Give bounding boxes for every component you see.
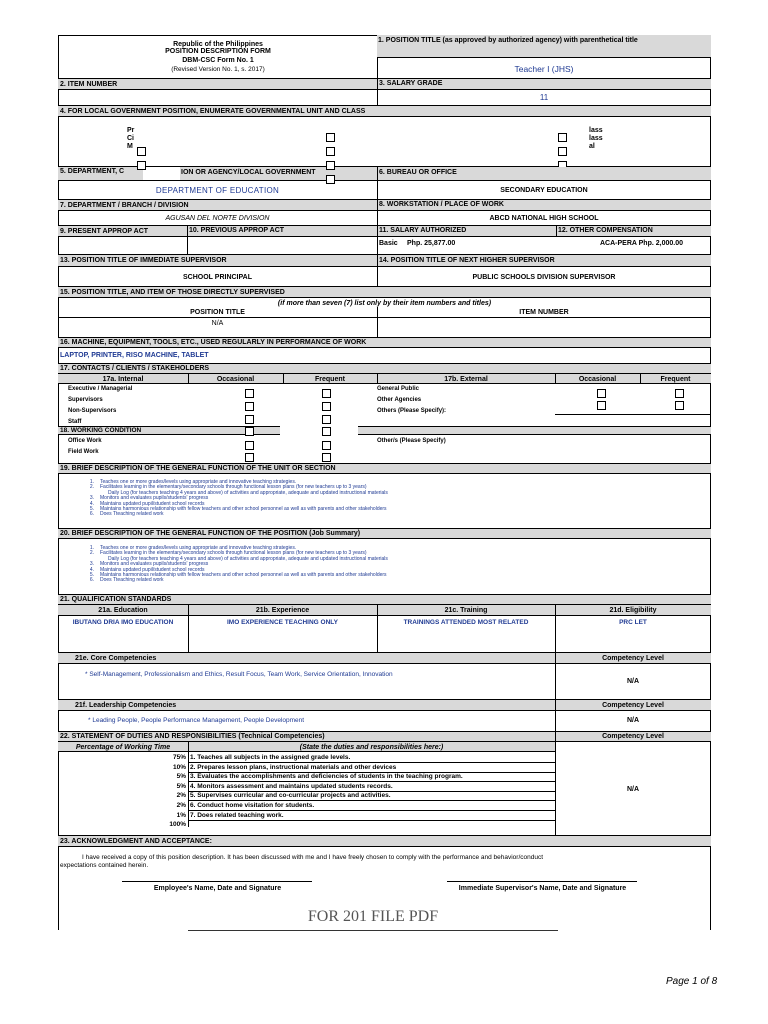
leader-comp-level-label: Competency Level xyxy=(602,702,664,709)
next-sup-label: 14. POSITION TITLE OF NEXT HIGHER SUPERVISOR xyxy=(379,257,555,264)
working-cond-label: 18. WORKING CONDITION xyxy=(60,427,142,434)
duties-header: (State the duties and responsibilities here:) xyxy=(299,744,444,751)
leader-comp-value: * Leading People, People Performance Management, People Development xyxy=(88,717,305,724)
local-gov-right-3: al xyxy=(589,143,595,150)
leader-comp-level: N/A xyxy=(626,717,640,724)
contact-checkbox[interactable] xyxy=(322,415,331,424)
list-text: Daily Log (for teachers teaching 4 years and above) of activities and appropriate, adequate and updated instructional materials xyxy=(108,555,388,562)
list-text: Maintains harmonious relationship with fellow teachers and other school personnel as well as with parents and other stakeholders xyxy=(100,572,387,579)
immediate-sup-label: 13. POSITION TITLE OF IMMEDIATE SUPERVISOR xyxy=(60,257,227,264)
watermark-text: FOR 201 FILE PDF xyxy=(307,908,439,925)
list-number: 1. xyxy=(89,479,94,485)
qual-education-value: IBUTANG DRIA IMO EDUCATION xyxy=(72,619,174,626)
contact-checkbox[interactable] xyxy=(597,389,606,398)
position-title-label: 1. POSITION TITLE (as approved by authorized agency) with parenthetical title xyxy=(378,37,638,44)
frequent-internal: Frequent xyxy=(315,376,345,383)
branch-value: AGUSAN DEL NORTE DIVISION xyxy=(165,215,270,222)
unit-function-list xyxy=(58,480,388,518)
qual-col-education: 21a. Education xyxy=(98,607,148,614)
working-checkbox[interactable] xyxy=(245,441,254,450)
bureau-label: 6. BUREAU OR OFFICE xyxy=(379,169,457,176)
department-label-2: ION OR AGENCY/LOCAL GOVERNMENT xyxy=(181,169,316,176)
duty-percentage: 10% xyxy=(172,763,186,771)
list-text: Monitors and evaluates pupils/students' progress xyxy=(100,495,209,502)
duty-percentage: 5% xyxy=(176,782,186,790)
ack-label: 23. ACKNOWLEDGMENT AND ACCEPTANCE: xyxy=(60,838,212,845)
function-list-item xyxy=(58,512,388,517)
internal-item: Staff xyxy=(68,419,82,425)
bureau-value: SECONDARY EDUCATION xyxy=(500,187,588,194)
directly-sup-value: N/A xyxy=(211,320,224,327)
salary-grade-value: 11 xyxy=(539,93,549,102)
contact-checkbox[interactable] xyxy=(245,389,254,398)
duty-percentage: 1% xyxy=(176,811,186,819)
working-checkbox[interactable] xyxy=(322,453,331,462)
contact-checkbox[interactable] xyxy=(245,415,254,424)
previous-approp-label: 10. PREVIOUS APPROP ACT xyxy=(189,227,285,234)
list-number: 5. xyxy=(89,572,94,579)
list-text: Facilitates learning in the elementary/secondary schools through functional lesson plans (for new teachers up to 3 years) xyxy=(100,484,367,491)
contact-checkbox[interactable] xyxy=(245,427,254,436)
internal-item: Supervisors xyxy=(68,397,103,403)
working-checkbox[interactable] xyxy=(245,453,254,462)
list-text: Monitors and evaluates pupils/students' progress xyxy=(100,561,209,568)
list-text: Does Tteaching related work xyxy=(100,511,164,518)
other-comp-label: 12. OTHER COMPENSATION xyxy=(558,227,653,234)
qual-training-value: TRAININGS ATTENDED MOST RELATED xyxy=(403,619,529,626)
external-item: Other Agencies xyxy=(377,397,422,403)
list-text: Maintains updated pupil/student school records xyxy=(100,566,205,573)
external-item: General Public xyxy=(377,386,420,392)
position-title-header xyxy=(377,35,711,58)
list-number: 5. xyxy=(89,506,94,513)
local-gov-checkbox[interactable] xyxy=(326,147,335,156)
duty-text: 5. Supervises curricular and co-curricular projects and activities. xyxy=(190,792,391,800)
local-gov-checkbox[interactable] xyxy=(326,161,335,170)
external-item: Others (Please Specify): xyxy=(377,408,447,414)
machine-value: LAPTOP, PRINTER, RISO MACHINE, TABLET xyxy=(60,352,209,359)
unit-func-label: 19. BRIEF DESCRIPTION OF THE GENERAL FUNCTION OF THE UNIT OR SECTION xyxy=(60,465,336,472)
salary-auth-label: 11. SALARY AUTHORIZED xyxy=(379,227,467,234)
duty-percentage: 2% xyxy=(176,802,186,809)
supervisor-sig-label: Immediate Supervisor's Name, Date and Signature xyxy=(458,885,627,892)
local-gov-checkbox[interactable] xyxy=(558,133,567,142)
department-value: DEPARTMENT OF EDUCATION xyxy=(155,186,280,195)
item-number-label: 2. ITEM NUMBER xyxy=(60,81,118,88)
duty-percentage: 75% xyxy=(172,754,186,761)
list-number: 6. xyxy=(89,511,94,518)
pos-func-label: 20. BRIEF DESCRIPTION OF THE GENERAL FUNCTION OF THE POSITION (Job Summary) xyxy=(60,530,361,537)
form-number: DBM-CSC Form No. 1 xyxy=(182,57,254,64)
core-comp-level: N/A xyxy=(626,678,640,685)
list-text: Facilitates learning in the elementary/secondary schools through functional lesson plans (for new teachers up to 3 years) xyxy=(100,550,367,557)
local-gov-label: 4. FOR LOCAL GOVERNMENT POSITION, ENUMERATE GOVERNMENTAL UNIT AND CLASS xyxy=(60,108,366,115)
duty-percentage: 2% xyxy=(176,792,186,800)
local-gov-left-3: M xyxy=(127,143,133,150)
other-comp-value: ACA-PERA Php. 2,000.00 xyxy=(600,240,683,247)
local-gov-header xyxy=(58,105,711,117)
directly-sup-note: (if more than seven (7) list only by their item numbers and titles) xyxy=(277,300,492,307)
qual-col-eligibility: 21d. Eligibility xyxy=(609,607,657,614)
workstation-label: 8. WORKSTATION / PLACE OF WORK xyxy=(379,201,504,208)
duty-percentage: 100% xyxy=(169,821,186,829)
list-text: Teaches one or more grades/levels using appropriate and innovative teaching strategies. xyxy=(100,479,297,485)
contact-checkbox[interactable] xyxy=(597,401,606,410)
duties-level-label: Competency Level xyxy=(602,733,664,740)
local-gov-checkbox[interactable] xyxy=(137,161,146,170)
contact-checkbox[interactable] xyxy=(675,401,684,410)
local-gov-left-1: Pr xyxy=(127,127,135,134)
local-gov-checkbox[interactable] xyxy=(326,175,335,184)
salary-grade-label: 3. SALARY GRADE xyxy=(379,80,443,87)
qual-col-experience: 21b. Experience xyxy=(255,607,310,614)
local-gov-checkbox[interactable] xyxy=(137,147,146,156)
list-text: Daily Log (for teachers teaching 4 years and above) of activities and appropriate, adequate and updated instructional materials xyxy=(108,489,388,496)
working-item: Field Work xyxy=(68,449,99,455)
contacts-label: 17. CONTACTS / CLIENTS / STAKEHOLDERS xyxy=(60,365,210,372)
core-comp-value: * Self-Management, Professionalism and Ethics, Result Focus, Team Work, Service Orientation, Innovation xyxy=(85,671,393,678)
immediate-sup-value: SCHOOL PRINCIPAL xyxy=(183,274,252,281)
page-number: Page 1 of 8 xyxy=(666,976,718,987)
pct-header: Percentage of Working Time xyxy=(75,744,171,751)
list-number: 1. xyxy=(89,545,94,551)
duty-text: 2. Prepares lesson plans, instructional materials and other devices xyxy=(190,763,397,771)
duty-percentage: 5% xyxy=(176,773,186,781)
list-number: 2. xyxy=(89,484,94,491)
employee-signature-line[interactable] xyxy=(122,881,312,882)
local-gov-right-1: lass xyxy=(589,127,603,134)
qual-label: 21. QUALIFICATION STANDARDS xyxy=(60,596,172,603)
list-number: 2. xyxy=(89,550,94,557)
salary-auth-value: Php. 25,877.00 xyxy=(407,240,456,247)
occasional-internal: Occasional xyxy=(216,376,255,383)
contact-checkbox[interactable] xyxy=(322,427,331,436)
col-position-title: POSITION TITLE xyxy=(190,309,245,316)
local-gov-checkbox[interactable] xyxy=(326,133,335,142)
core-comp-level-label: Competency Level xyxy=(602,655,664,662)
working-checkbox[interactable] xyxy=(322,441,331,450)
machine-label: 16. MACHINE, EQUIPMENT, TOOLS, ETC., USED REGULARLY IN PERFORMANCE OF WORK xyxy=(60,339,367,346)
qual-eligibility-value: PRC LET xyxy=(619,619,647,626)
present-approp-label: 9. PRESENT APPROP ACT xyxy=(60,228,149,235)
list-text: Teaches one or more grades/levels using appropriate and innovative teaching strategies. xyxy=(100,545,297,551)
list-number: 6. xyxy=(89,577,94,584)
next-sup-value: PUBLIC SCHOOLS DIVISION SUPERVISOR xyxy=(472,274,616,281)
list-number: 4. xyxy=(89,500,94,507)
list-text: Maintains harmonious relationship with fellow teachers and other school personnel as well as with parents and other stakeholders xyxy=(100,506,387,513)
working-other: Other/s (Please Specify) xyxy=(377,438,446,444)
qual-experience-value: IMO EXPERIENCE TEACHING ONLY xyxy=(227,619,338,626)
list-number: 3. xyxy=(89,495,94,502)
function-list-item xyxy=(58,578,388,583)
supervisor-signature-line[interactable] xyxy=(447,881,637,882)
position-title-value: Teacher I (JHS) xyxy=(514,64,574,74)
form-title: POSITION DESCRIPTION FORM xyxy=(165,48,271,55)
duties-level: N/A xyxy=(626,786,640,793)
core-comp-label: 21e. Core Competencies xyxy=(75,655,157,662)
leader-comp-label: 21f. Leadership Competencies xyxy=(75,702,177,709)
local-gov-left-2: Ci xyxy=(127,135,134,142)
local-gov-checkbox[interactable] xyxy=(558,147,567,156)
branch-label: 7. DEPARTMENT / BRANCH / DIVISION xyxy=(60,202,189,209)
position-function-list xyxy=(58,546,388,584)
frequent-external: Frequent xyxy=(660,376,691,383)
contact-checkbox[interactable] xyxy=(245,402,254,411)
internal-item: Executive / Managerial xyxy=(68,386,133,392)
contact-checkbox[interactable] xyxy=(322,389,331,398)
external-label: 17b. External xyxy=(444,376,488,383)
duty-text: 7. Does related teaching work. xyxy=(190,811,284,819)
form-revision: (Revised Version No. 1, s. 2017) xyxy=(171,66,265,73)
republic-label: Republic of the Philippines xyxy=(173,41,263,48)
employee-sig-label: Employee's Name, Date and Signature xyxy=(153,885,282,892)
department-label: 5. DEPARTMENT, C xyxy=(60,168,125,175)
directly-sup-label: 15. POSITION TITLE, AND ITEM OF THOSE DIRECTLY SUPERVISED xyxy=(60,289,285,296)
list-number: 4. xyxy=(89,566,94,573)
duty-text: 1. Teaches all subjects in the assigned grade levels. xyxy=(190,754,351,761)
contact-checkbox[interactable] xyxy=(675,389,684,398)
occasional-external: Occasional xyxy=(578,376,617,383)
qual-col-training: 21c. Training xyxy=(444,607,488,614)
local-gov-right-2: lass xyxy=(589,135,603,142)
workstation-value: ABCD NATIONAL HIGH SCHOOL xyxy=(489,215,599,222)
contact-checkbox[interactable] xyxy=(322,402,331,411)
salary-auth-basic: Basic xyxy=(379,240,398,247)
duties-label: 22. STATEMENT OF DUTIES AND RESPONSIBILITIES (Technical Competencies) xyxy=(60,733,325,740)
list-text: Maintains updated pupil/student school records xyxy=(100,500,205,507)
working-item: Office Work xyxy=(68,438,102,444)
internal-label: 17a. Internal xyxy=(102,376,144,383)
duty-text: 3. Evaluates the accomplishments and deficiencies of students in the teaching program. xyxy=(190,773,463,781)
list-text: Does Tteaching related work xyxy=(100,577,164,584)
duty-text: 4. Monitors assessment and maintains updated students records. xyxy=(190,782,393,790)
ack-text-1: I have received a copy of this position description. It has been discussed with me and I have freely chosen to comply with the performance and behavior/conduct xyxy=(82,854,544,861)
ack-text-2: expectations contained herein. xyxy=(60,862,149,869)
list-number: 3. xyxy=(89,561,94,568)
col-item-number: ITEM NUMBER xyxy=(519,309,569,316)
duty-row-divider xyxy=(188,820,555,821)
internal-item: Non-Supervisors xyxy=(68,408,117,414)
duty-text: 6. Conduct home visitation for students. xyxy=(190,802,315,809)
